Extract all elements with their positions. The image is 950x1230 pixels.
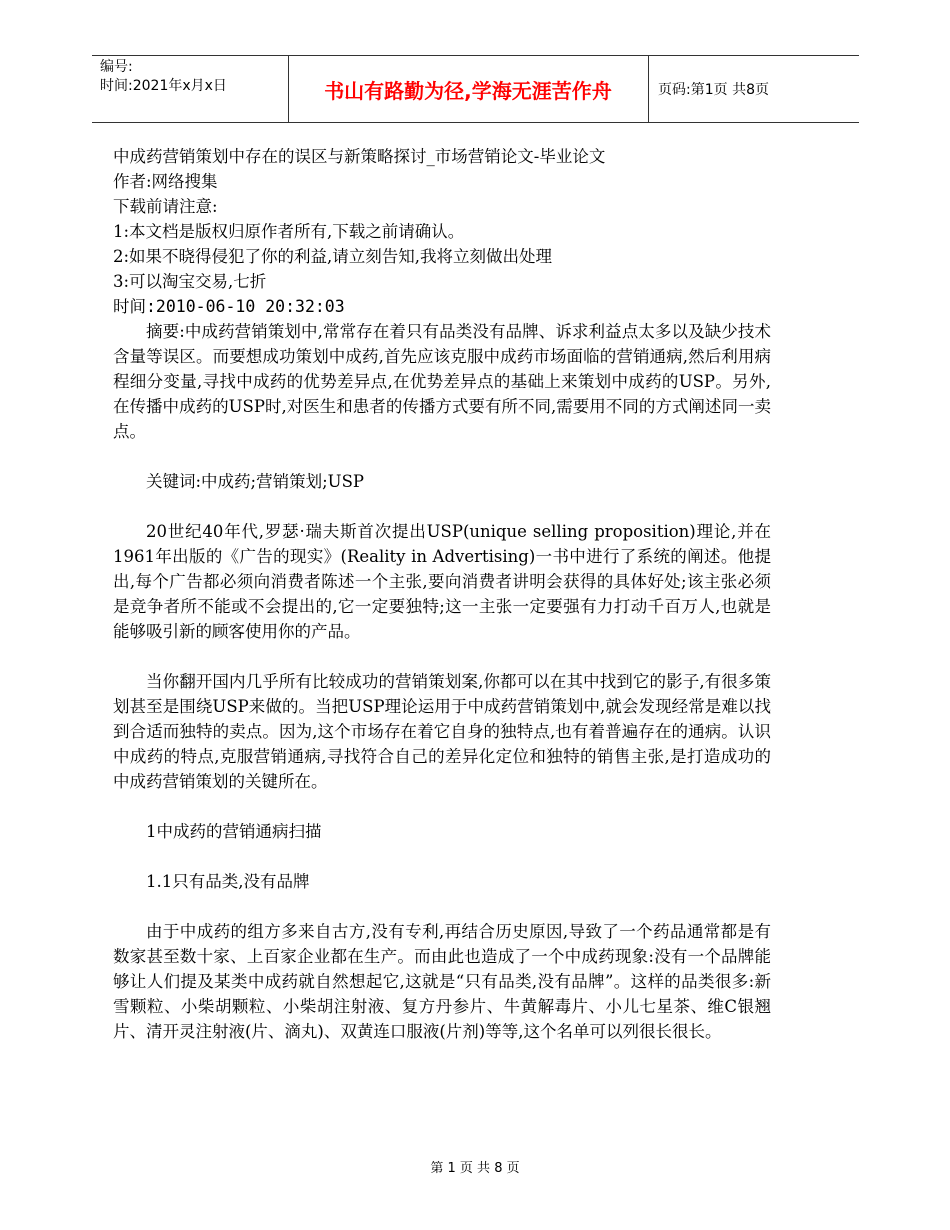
document-body bbox=[113, 144, 771, 1061]
section-heading-1: 1中成药的营销通病扫描 bbox=[146, 822, 322, 841]
document-header bbox=[92, 55, 859, 123]
abstract-paragraph: 摘要:中成药营销策划中,常常存在着只有品类没有品牌、诉求利益点太多以及缺少技术含量等误区。而要想成功策划中成药,首先应该克服中成药市场面临的营销通病,然后利用病程细分变量,寻找中成药的优势差异点,在优势差异点的基础上来策划中成药的USP。另外,在传播中成药的USP时,对医生和患者的传播方式要有所不同,需要用不同的方式阐述同一卖点。 bbox=[113, 322, 771, 441]
notice-item-3: 3:可以淘宝交易,七折 bbox=[113, 272, 267, 291]
header-page-info: 页码:第1页 共8页 bbox=[658, 82, 769, 98]
header-meta bbox=[100, 58, 290, 96]
header-motto: 书山有路勤为径,学海无涯苦作舟 bbox=[324, 78, 612, 103]
doc-author: 作者:网络搜集 bbox=[113, 172, 218, 191]
section-heading-1-1: 1.1只有品类,没有品牌 bbox=[146, 872, 310, 891]
header-number-label: 编号: bbox=[100, 59, 133, 75]
keywords-line: 关键词:中成药;营销策划;USP bbox=[146, 472, 364, 491]
doc-title: 中成药营销策划中存在的误区与新策略探讨_市场营销论文-毕业论文 bbox=[113, 147, 606, 166]
header-divider-right bbox=[648, 56, 649, 122]
notice-item-2: 2:如果不晓得侵犯了你的利益,请立刻告知,我将立刻做出处理 bbox=[113, 247, 553, 266]
body-paragraph-1: 20世纪40年代,罗瑟·瑞夫斯首次提出USP(unique selling proposition)理论,并在1961年出版的《广告的现实》(Reality in Advertising)一书中进行了系统的阐述。他提出,每个广告都必须向消费者陈述一个主张,要向消费者讲明会获得的具体好处;该主张必须是竞争者所不能或不会提出的,它一定要独特;这一主张一定要强有力打动千百万人,也就是能够吸引新的顾客使用你的产品。 bbox=[113, 522, 771, 641]
body-paragraph-3: 由于中成药的组方多来自古方,没有专利,再结合历史原因,导致了一个药品通常都是有数家甚至数十家、上百家企业都在生产。而由此也造成了一个中成药现象:没有一个品牌能够让人们提及某类中成药就自然想起它,这就是“只有品类,没有品牌”。这样的品类很多:新雪颗粒、小柴胡颗粒、小柴胡注射液、复方丹参片、牛黄解毒片、小儿七星茶、维C银翘片、清开灵注射液(片、滴丸)、双黄连口服液(片剂)等等,这个名单可以列很长很长。 bbox=[113, 922, 771, 1041]
header-time-label: 时间:2021年x月x日 bbox=[100, 78, 227, 94]
doc-time: 时间:2010-06-10 20:32:03 bbox=[113, 297, 345, 316]
page-footer: 第 1 页 共 8 页 bbox=[430, 1161, 520, 1176]
notice-heading: 下载前请注意: bbox=[113, 197, 218, 216]
notice-item-1: 1:本文档是版权归原作者所有,下载之前请确认。 bbox=[113, 222, 465, 241]
body-paragraph-2: 当你翻开国内几乎所有比较成功的营销策划案,你都可以在其中找到它的影子,有很多策划甚至是围绕USP来做的。当把USP理论运用于中成药营销策划中,就会发现经常是难以找到合适而独特的卖点。因为,这个市场存在着它自身的独特点,也有着普遍存在的通病。认识中成药的特点,克服营销通病,寻找符合自己的差异化定位和独特的销售主张,是打造成功的中成药营销策划的关键所在。 bbox=[113, 672, 771, 791]
